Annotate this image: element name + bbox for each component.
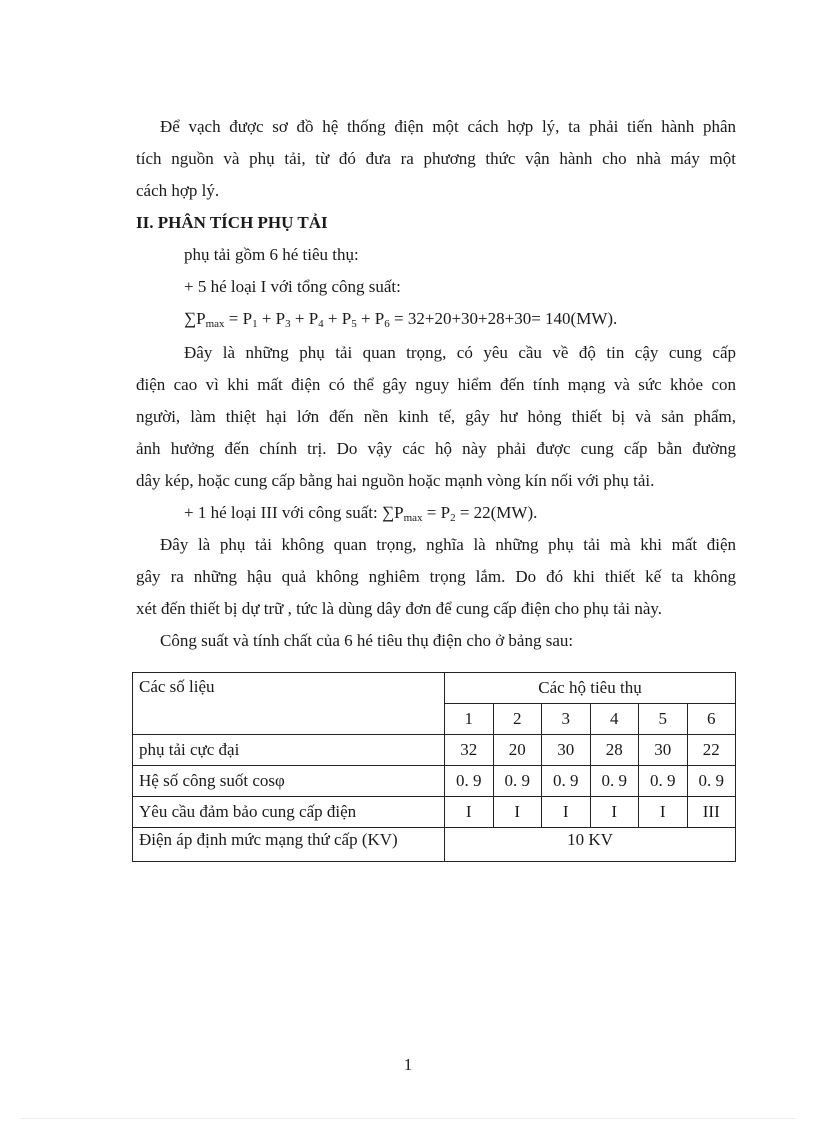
- intro-line-2: tích nguồn và phụ tải, từ đó đưa ra phương thức vận hành cho nhà máy một: [136, 149, 736, 168]
- class3-line-3: xét đến thiết bị dự trữ , tức là dùng dây đơn để cung cấp điện cho phụ tải này.: [136, 599, 663, 618]
- table-cell: III: [687, 797, 736, 828]
- class1-line-2: điện cao vì khi mất điện có thể gây nguy hiểm đến tính mạng và sức khỏe con: [136, 375, 736, 394]
- table-cell: I: [493, 797, 542, 828]
- table-cell: 0. 9: [493, 766, 542, 797]
- consumer-number: 2: [493, 704, 542, 735]
- page-number: 1: [403, 1055, 413, 1074]
- table-corner-label: Các số liệu: [133, 673, 445, 735]
- table-cell: 0. 9: [687, 766, 736, 797]
- intro-line-3: cách hợp lý.: [136, 181, 220, 200]
- table-cell: I: [590, 797, 639, 828]
- table-intro: Công suất và tính chất của 6 hé tiêu thụ điện cho ở bảng sau:: [160, 631, 574, 650]
- class1-line-4: ảnh hưởng đến chính trị. Do vậy các hộ này phải được cung cấp bằn đường: [136, 439, 736, 458]
- intro-line-1: Để vạch được sơ đồ hệ thống điện một cách hợp lý, ta phải tiến hành phân: [160, 117, 736, 136]
- class1-line-3: người, làm thiệt hại lớn đến nền kinh tế, gây hư hỏng thiết bị và sản phẩm,: [136, 407, 736, 426]
- table-cell: I: [542, 797, 591, 828]
- table-cell: I: [639, 797, 688, 828]
- consumer-number: 1: [445, 704, 494, 735]
- table-cell: 0. 9: [445, 766, 494, 797]
- consumer-number: 3: [542, 704, 591, 735]
- consumer-number: 4: [590, 704, 639, 735]
- table-row-max-load: [133, 735, 736, 766]
- table-cell: 30: [542, 735, 591, 766]
- footer-divider: [20, 1118, 796, 1119]
- section-heading: II. PHÂN TÍCH PHỤ TẢI: [136, 213, 328, 232]
- voltage-value: 10 KV: [445, 828, 736, 862]
- class1-intro: + 5 hé loại I với tổng công suất:: [184, 277, 401, 296]
- class1-line-1: Đây là những phụ tải quan trọng, có yêu cầu về độ tin cậy cung cấp: [184, 343, 736, 362]
- table-cell: 0. 9: [590, 766, 639, 797]
- class3-line-2: gây ra những hậu quả không nghiêm trọng lắm. Do đó khi thiết kế ta không: [136, 567, 736, 586]
- consumer-number: 5: [639, 704, 688, 735]
- class3-formula: + 1 hé loại III với công suất: $\sum P_{max} = P_2 = 22(MW)$.: [184, 503, 538, 524]
- consumer-table: [132, 672, 736, 862]
- table-group-header: Các hộ tiêu thụ: [445, 673, 736, 704]
- table-cell: 30: [639, 735, 688, 766]
- table-cell: 22: [687, 735, 736, 766]
- consumer-number: 6: [687, 704, 736, 735]
- table-row-power-factor: [133, 766, 736, 797]
- row-label: Hệ số công suốt cosφ: [133, 766, 445, 797]
- table-cell: 20: [493, 735, 542, 766]
- class3-line-1: Đây là phụ tải không quan trọng, nghĩa là những phụ tải mà khi mất điện: [160, 535, 736, 554]
- row-label: phụ tải cực đại: [133, 735, 445, 766]
- table-cell: 0. 9: [639, 766, 688, 797]
- table-cell: 32: [445, 735, 494, 766]
- table-header-row: [133, 673, 736, 704]
- load-count-text: phụ tải gồm 6 hé tiêu thụ:: [184, 245, 359, 264]
- table-cell: 28: [590, 735, 639, 766]
- table-cell: I: [445, 797, 494, 828]
- row-label: Điện áp định mức mạng thứ cấp (KV): [133, 828, 445, 862]
- class1-line-5: dây kép, hoặc cung cấp bằng hai nguồn hoặc mạnh vòng kín nối với phụ tải.: [136, 471, 655, 490]
- sum-formula-class1: $\sum P_{max} = P_1 + P_3 + P_4 + P_5 + P_6 = 32+20+30+28+30= 140(MW)$.: [184, 309, 618, 330]
- table-row-voltage: [133, 828, 736, 862]
- table-row-reliability: [133, 797, 736, 828]
- table-cell: 0. 9: [542, 766, 591, 797]
- row-label: Yêu cầu đảm bảo cung cấp điện: [133, 797, 445, 828]
